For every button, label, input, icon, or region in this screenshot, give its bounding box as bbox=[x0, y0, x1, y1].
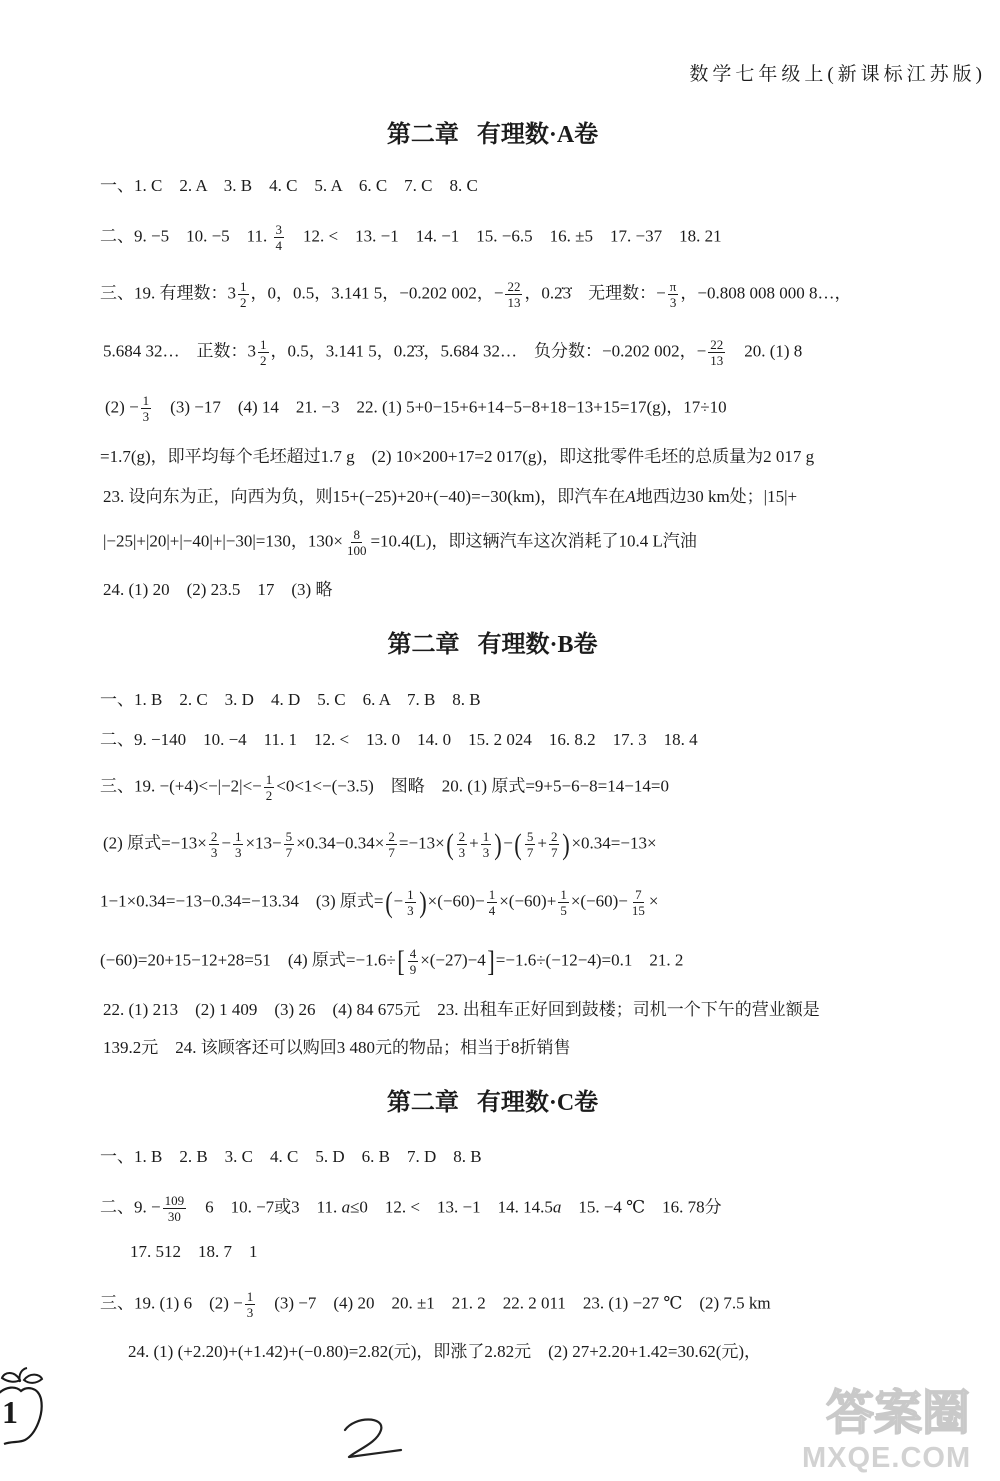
fraction-denominator: 3 bbox=[482, 845, 490, 860]
answer-text: =10.4(L)，即这辆汽车这次消耗了10.4 L汽油 bbox=[370, 531, 697, 551]
answer-line bbox=[100, 1143, 482, 1171]
answer-text: ，−0.808 008 000 8…， bbox=[680, 283, 852, 303]
big-bracket: [ bbox=[396, 944, 405, 978]
answer-text: ×0.34−0.34× bbox=[296, 833, 385, 853]
fraction-denominator: 4 bbox=[275, 238, 283, 253]
answer-text: ，0.5，3.141 5，0.2̇3̇，5.684 32… 负分数：−0.202 002，− bbox=[270, 341, 707, 361]
fraction-numerator: 109 bbox=[164, 1193, 185, 1208]
answer-text: ×(−60)+ bbox=[499, 891, 557, 911]
answer-text: 二、9. −5 10. −5 11. bbox=[100, 226, 272, 246]
section-title-b: 第二章 有理数·B卷 bbox=[387, 632, 598, 658]
italic-variable: a bbox=[341, 1197, 351, 1217]
fraction-denominator: 2 bbox=[240, 295, 247, 310]
fraction-denominator: 15 bbox=[631, 903, 645, 918]
fraction-numerator: 5 bbox=[526, 829, 534, 844]
watermark-url: MXQE.COM bbox=[802, 1442, 972, 1474]
fraction bbox=[141, 393, 152, 424]
fraction-numerator: 1 bbox=[240, 279, 247, 294]
fraction-numerator: 2 bbox=[458, 829, 466, 844]
answer-text: − bbox=[503, 833, 513, 853]
fraction-numerator: 1 bbox=[246, 1289, 254, 1304]
answer-line bbox=[105, 393, 727, 424]
fraction bbox=[345, 527, 369, 558]
answer-text: 17. 512 18. 7 1 bbox=[130, 1242, 258, 1261]
answer-text: 12. < 13. −1 14. −1 15. −6.5 16. ±5 17. −37 18. 21 bbox=[286, 226, 722, 246]
fraction-denominator: 3 bbox=[458, 845, 466, 860]
fraction bbox=[487, 887, 498, 918]
italic-variable: A bbox=[625, 487, 636, 506]
fraction-denominator: 9 bbox=[409, 962, 417, 977]
answer-text: (2) − bbox=[105, 397, 139, 417]
answer-text: 一、1. B 2. C 3. D 4. D 5. C 6. A 7. B 8. B bbox=[100, 690, 481, 709]
answer-text: 22. (1) 213 (2) 1 409 (3) 26 (4) 84 675元 23. 出租车正好回到鼓楼；司机一个下午的营业额是 bbox=[103, 1000, 820, 1019]
fraction bbox=[238, 279, 249, 310]
answer-text: ≤0 12. < 13. −1 14. 14.5 bbox=[350, 1197, 553, 1217]
answer-text: + bbox=[469, 833, 479, 853]
answer-text: 一、1. B 2. B 3. C 4. C 5. D 6. B 7. D 8. B bbox=[100, 1147, 482, 1166]
big-bracket: ( bbox=[514, 827, 522, 861]
fraction-numerator: 3 bbox=[275, 222, 283, 237]
fraction-numerator: 8 bbox=[353, 527, 360, 542]
big-bracket: ) bbox=[494, 827, 502, 861]
fraction-numerator: 1 bbox=[142, 393, 150, 408]
answer-text: ，0.2̇3̇ 无理数：− bbox=[524, 283, 666, 303]
fraction-denominator: 7 bbox=[285, 845, 293, 860]
answer-text: 139.2元 24. 该顾客还可以购回3 480元的物品；相当于8折销售 bbox=[103, 1038, 571, 1057]
answer-line bbox=[100, 1193, 722, 1224]
answer-text: + bbox=[537, 833, 547, 853]
fraction-denominator: 2 bbox=[265, 788, 273, 803]
answer-line bbox=[103, 576, 332, 604]
answer-text: 6 10. −7或3 11. bbox=[188, 1197, 342, 1217]
big-bracket: ( bbox=[384, 885, 393, 919]
answer-text: 三、19. 有理数：3 bbox=[100, 283, 236, 303]
fraction-denominator: 3 bbox=[669, 295, 677, 310]
book-header: 数学七年级上(新课标江苏版) bbox=[689, 64, 986, 85]
answer-text: 地西边30 km处；|15|+ bbox=[635, 487, 798, 506]
fraction-numerator: 1 bbox=[407, 887, 414, 902]
italic-variable: a bbox=[552, 1197, 562, 1217]
fraction-numerator: 5 bbox=[285, 829, 293, 844]
answer-line bbox=[100, 946, 683, 977]
answer-text: (3) −7 (4) 20 20. ±1 21. 2 22. 2 011 23. (1) −27 ℃ (2) 7.5 km bbox=[257, 1293, 771, 1313]
fraction-numerator: 2 bbox=[550, 829, 558, 844]
answer-line bbox=[103, 527, 697, 558]
answer-text: <0<1<−(−3.5) 图略 20. (1) 原式=9+5−6−8=14−14=0 bbox=[276, 776, 669, 796]
fraction bbox=[274, 222, 285, 253]
answer-text: 一、1. C 2. A 3. B 4. C 5. A 6. C 7. C 8. C bbox=[100, 176, 478, 195]
fraction bbox=[386, 829, 397, 860]
answer-line bbox=[100, 772, 669, 803]
fraction-denominator: 3 bbox=[246, 1305, 254, 1320]
fraction-denominator: 4 bbox=[488, 903, 496, 918]
fraction-denominator: 3 bbox=[407, 903, 414, 918]
answer-text: ×(−60)− bbox=[427, 891, 485, 911]
big-bracket: ( bbox=[445, 827, 454, 861]
answer-text: |−25|+|20|+|−40|+|−30|=130，130× bbox=[103, 531, 343, 551]
fraction-numerator: 1 bbox=[488, 887, 496, 902]
fraction-denominator: 5 bbox=[560, 903, 567, 918]
fraction-denominator: 13 bbox=[507, 295, 521, 310]
fraction bbox=[245, 1289, 256, 1320]
fraction-denominator: 13 bbox=[710, 353, 724, 368]
answer-line bbox=[100, 726, 698, 754]
answer-text: ×(−60)− bbox=[570, 891, 628, 911]
big-bracket: ] bbox=[487, 944, 495, 978]
answer-text: 24. (1) (+2.20)+(+1.42)+(−0.80)=2.82(元)，即涨了2.82元 (2) 27+2.20+1.42=30.62(元)， bbox=[128, 1342, 762, 1361]
fraction-denominator: 3 bbox=[234, 845, 242, 860]
fraction-numerator: 1 bbox=[260, 337, 267, 352]
answer-line bbox=[103, 337, 802, 368]
section-title-a: 第二章 有理数·A卷 bbox=[386, 122, 599, 148]
fraction-numerator: 22 bbox=[507, 279, 521, 294]
big-bracket: ) bbox=[562, 827, 571, 861]
fraction-numerator: 1 bbox=[560, 887, 567, 902]
answer-line bbox=[103, 483, 797, 511]
answer-line bbox=[100, 887, 659, 918]
answer-line bbox=[128, 1338, 761, 1366]
answer-text: =1.7(g)，即平均每个毛坯超过1.7 g (2) 10×200+17=2 017(g)，即这批零件毛坯的总质量为2 017 g bbox=[100, 447, 815, 466]
fraction bbox=[558, 887, 569, 918]
fraction-denominator: 100 bbox=[346, 543, 367, 558]
answer-text: ×0.34=−13× bbox=[571, 833, 657, 853]
answer-text: (2) 原式=−13× bbox=[103, 833, 207, 853]
fraction bbox=[525, 829, 536, 860]
answer-line bbox=[100, 686, 481, 714]
answer-line bbox=[100, 443, 814, 471]
answer-line bbox=[103, 1034, 571, 1062]
answer-line bbox=[100, 222, 722, 253]
answer-text: 二、9. −140 10. −4 11. 1 12. < 13. 0 14. 0 15. 2 024 16. 8.2 17. 3 18. 4 bbox=[100, 730, 698, 749]
fraction bbox=[258, 337, 269, 368]
fraction-denominator: 7 bbox=[550, 845, 558, 860]
answer-text: =−13× bbox=[398, 833, 445, 853]
answer-line bbox=[130, 1238, 258, 1266]
section-title-c: 第二章 有理数·C卷 bbox=[386, 1090, 599, 1116]
fraction-numerator: 2 bbox=[210, 829, 218, 844]
big-bracket: ) bbox=[418, 885, 427, 919]
fraction-numerator: π bbox=[669, 279, 677, 294]
fraction-denominator: 30 bbox=[167, 1209, 181, 1224]
answer-line bbox=[103, 829, 657, 860]
fraction-denominator: 2 bbox=[260, 353, 267, 368]
fraction bbox=[264, 772, 275, 803]
answer-text: ，0，0.5，3.141 5，−0.202 002，− bbox=[250, 283, 504, 303]
answer-text: − bbox=[221, 833, 231, 853]
answer-text: ×(−27)−4 bbox=[420, 950, 486, 970]
fraction bbox=[405, 887, 416, 918]
answer-text: 23. 设向东为正，向西为负，则15+(−25)+20+(−40)=−30(km)，即汽车在 bbox=[103, 487, 626, 506]
answer-text: 20. (1) 8 bbox=[727, 341, 803, 361]
fraction bbox=[233, 829, 244, 860]
fraction bbox=[668, 279, 679, 310]
watermark-logo-text: 答案圈 bbox=[826, 1387, 971, 1440]
answer-text: (−60)=20+15−12+28=51 (4) 原式=−1.6÷ bbox=[100, 950, 396, 970]
fraction bbox=[284, 829, 295, 860]
fraction-numerator: 1 bbox=[234, 829, 242, 844]
answer-text: 1−1×0.34=−13−0.34=−13.34 (3) 原式= bbox=[100, 891, 384, 911]
answer-text: ×13− bbox=[245, 833, 282, 853]
fraction-denominator: 7 bbox=[388, 845, 395, 860]
page-number: 1 bbox=[2, 1394, 18, 1430]
fraction bbox=[408, 946, 419, 977]
fraction-denominator: 3 bbox=[142, 409, 150, 424]
answer-text: (3) −17 (4) 14 21. −3 22. (1) 5+0−15+6+14−5−8+18−13+15=17(g)，17÷10 bbox=[153, 397, 727, 417]
fraction-numerator: 4 bbox=[409, 946, 417, 961]
answer-text: 二、9. − bbox=[100, 1197, 161, 1217]
answer-line bbox=[100, 1289, 771, 1320]
answer-text: =−1.6÷(−12−4)=0.1 21. 2 bbox=[495, 950, 684, 970]
answer-text: 三、19. −(+4)<−|−2|<− bbox=[100, 776, 262, 796]
fraction-numerator: 2 bbox=[388, 829, 395, 844]
fraction-numerator: 1 bbox=[482, 829, 490, 844]
answer-line bbox=[100, 172, 478, 200]
fraction bbox=[708, 337, 725, 368]
answer-text: 24. (1) 20 (2) 23.5 17 (3) 略 bbox=[103, 580, 333, 599]
fraction-denominator: 3 bbox=[210, 845, 218, 860]
fraction bbox=[457, 829, 468, 860]
fraction-numerator: 22 bbox=[710, 337, 724, 352]
fraction-denominator: 7 bbox=[526, 845, 534, 860]
answer-line bbox=[100, 279, 851, 310]
answer-text: × bbox=[648, 891, 659, 911]
fraction bbox=[209, 829, 220, 860]
answer-text: 5.684 32… 正数：3 bbox=[103, 341, 256, 361]
answer-line bbox=[103, 996, 820, 1024]
answer-text: 15. −4 ℃ 16. 78分 bbox=[561, 1197, 722, 1217]
answer-text: − bbox=[393, 891, 404, 911]
handwritten-mark bbox=[335, 1412, 415, 1467]
fraction bbox=[549, 829, 560, 860]
fraction-numerator: 1 bbox=[265, 772, 273, 787]
fraction bbox=[505, 279, 522, 310]
fraction bbox=[163, 1193, 187, 1224]
fraction bbox=[481, 829, 492, 860]
answer-text: 三、19. (1) 6 (2) − bbox=[100, 1293, 243, 1313]
fraction bbox=[630, 887, 647, 918]
fraction-numerator: 7 bbox=[635, 887, 642, 902]
